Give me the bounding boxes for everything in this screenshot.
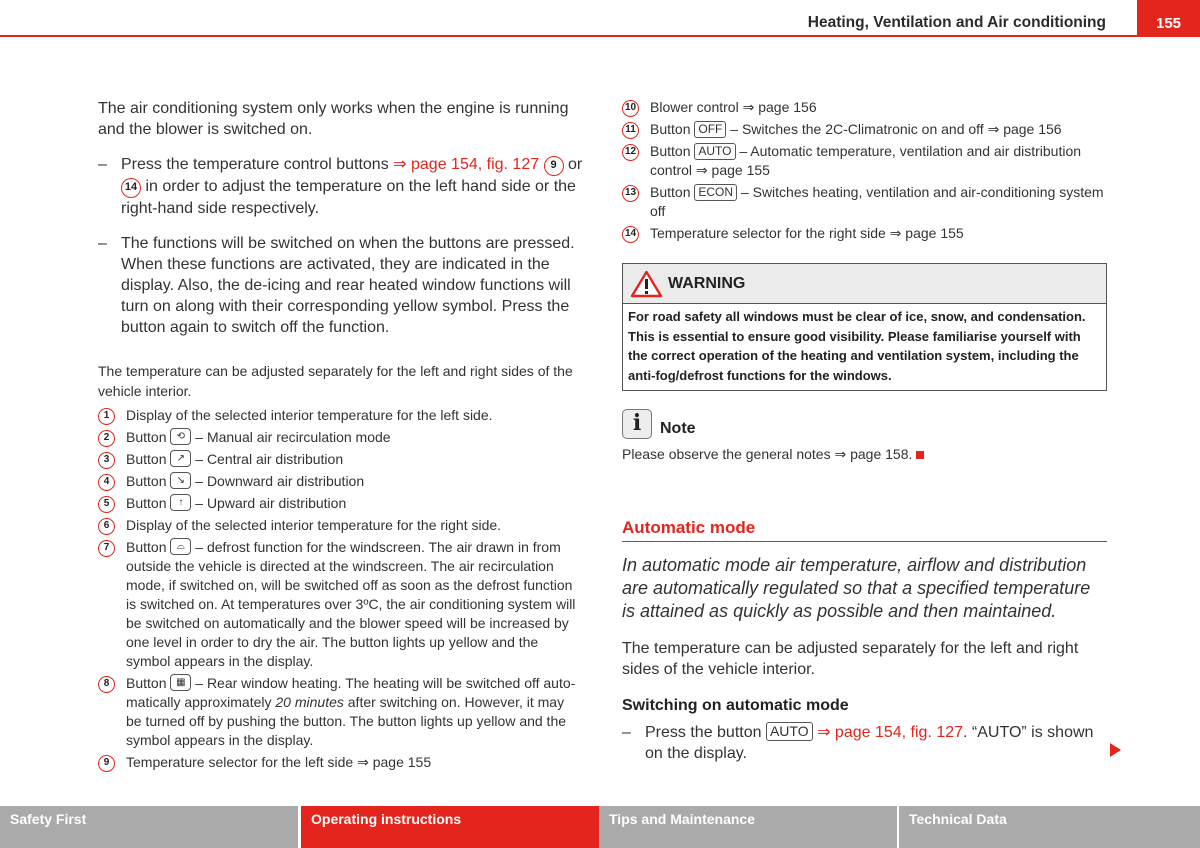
bullet-dash: – <box>98 156 107 173</box>
callout-marker: 9 <box>544 156 564 176</box>
bullet-dash: – <box>622 724 631 741</box>
warning-text: For road safety all windows must be clear of ice, snow, and condensation. This is essential to ensure good visibility. Please familiarise yourself with the correct operation of the heating and ventilation system, including the anti-fog/defrost functions for the windows. <box>628 309 1086 383</box>
legend-item <box>98 674 583 750</box>
legend-prefix: Button <box>126 495 167 511</box>
icon-glyph: ⟲ <box>176 431 186 442</box>
warning-icon <box>630 270 663 298</box>
legend-text: Display of the selected interior temperature for the left side. <box>126 407 493 423</box>
legend-number: 2 <box>98 430 115 447</box>
cross-reference-link[interactable]: ⇒ page 154, fig. 127 <box>817 724 964 741</box>
icon-glyph: ↑ <box>178 497 184 508</box>
bullet-text: . “AUTO” is shown on the display. <box>645 724 1094 762</box>
legend-text: – Rear window heating. The heating will be switched off automatically approximately <box>126 675 576 710</box>
note-title: Note <box>660 420 696 437</box>
legend-prefix: Button <box>126 539 167 555</box>
legend-number: 7 <box>98 540 115 557</box>
legend-prefix: Button <box>650 143 691 159</box>
legend-number: 12 <box>622 144 639 161</box>
footer-nav <box>0 806 1200 848</box>
footer-tab-technical-data[interactable]: Technical Data <box>899 806 1200 848</box>
left-column <box>98 98 583 772</box>
warning-box <box>622 263 1107 391</box>
section-heading: Automatic mode <box>622 518 1107 542</box>
legend-text: Display of the selected interior temperature for the right side. <box>126 517 502 533</box>
legend-item <box>98 516 583 535</box>
auto-key-label: AUTO <box>694 143 735 160</box>
legend-number: 6 <box>98 518 115 535</box>
legend-item <box>98 494 583 513</box>
legend-number: 10 <box>622 100 639 117</box>
section-intro: In automatic mode air temperature, airflow and distribution are automatically regulated so that a specified temperature is attained as quickly as possible and then maintained. <box>622 555 1091 621</box>
auto-key-label: AUTO <box>766 722 813 741</box>
chapter-title: Heating, Ventilation and Air conditioning <box>807 14 1106 31</box>
downward-air-icon <box>170 472 191 489</box>
legend-text: – Downward air distribution <box>195 473 365 489</box>
footer-tab-safety-first[interactable]: Safety First <box>0 806 298 848</box>
legend-item <box>98 753 583 772</box>
legend-number: 4 <box>98 474 115 491</box>
instruction-bullet <box>98 233 583 338</box>
legend-item <box>622 120 1107 139</box>
legend-number: 9 <box>98 755 115 772</box>
callout-legend <box>622 98 1107 243</box>
legend-prefix: Button <box>650 184 691 200</box>
central-air-icon <box>170 450 191 467</box>
intro-paragraph: The air conditioning system only works when the engine is running and the blower is switched on. <box>98 100 569 138</box>
warning-header <box>623 264 1106 304</box>
legend-prefix: Button <box>650 121 691 137</box>
icon-glyph: ↗ <box>176 453 186 464</box>
legend-number: 11 <box>622 122 639 139</box>
bullet-text: in order to adjust the temperature on the left hand side or the right-hand side respectively. <box>121 178 576 217</box>
bullet-text: The functions will be switched on when the buttons are pressed. When these functions are activated, they are indicated in the display. Also, the de-icing and rear heated window functions will turn on along with their corresponding yellow symbol. Press the button again to switch off the function. <box>121 235 575 336</box>
econ-key-label: ECON <box>694 184 737 201</box>
cross-reference-link[interactable]: ⇒ page 154, fig. 127 <box>393 156 540 173</box>
footer-tab-tips-and-maintenance[interactable]: Tips and Maintenance <box>599 806 897 848</box>
upward-air-icon <box>170 494 191 511</box>
legend-number: 13 <box>622 185 639 202</box>
legend-prefix: Button <box>126 473 167 489</box>
legend-item <box>98 538 583 671</box>
legend-item <box>98 472 583 491</box>
note-body: Please observe the general notes ⇒ page 158. <box>622 446 913 462</box>
legend-text: – Switches heating, ventilation and air-conditioning system off <box>650 184 1104 219</box>
rear-window-heating-icon <box>170 674 191 691</box>
legend-text: – Automatic temperature, ventilation and air distribution control ⇒ page 155 <box>650 143 1082 178</box>
legend-item <box>622 142 1107 180</box>
legend-text: – defrost function for the windscreen. The air drawn in from outside the vehicle is directed at the windscreen. The air recirculation mode, if switched on, will be switched off as soon as the defrost function is switched on. At temperatures over 3ºC, the air conditioning system will be switched on automatically and the blower speed will be increased by one level in order to dry the air. The button lights up yellow and the symbol appears in the display. <box>126 539 576 669</box>
legend-item <box>98 428 583 447</box>
bullet-text: or <box>568 156 583 173</box>
legend-emphasis: 20 minutes <box>275 694 344 710</box>
legend-text: Temperature selector for the left side ⇒ page 155 <box>126 754 432 770</box>
legend-number: 8 <box>98 676 115 693</box>
info-icon: i <box>622 409 652 439</box>
section-paragraph: The temperature can be adjusted separately for the left and right sides of the vehicle interior. <box>622 640 1079 678</box>
legend-prefix: Button <box>126 429 167 445</box>
legend-text: – Central air distribution <box>195 451 344 467</box>
legend-item <box>622 98 1107 117</box>
windscreen-defrost-icon <box>170 538 191 555</box>
legend-text: Blower control ⇒ page 156 <box>650 99 817 115</box>
off-key-label: OFF <box>694 121 726 138</box>
legend-item <box>98 406 583 425</box>
continue-arrow-icon <box>1110 743 1121 757</box>
legend-number: 1 <box>98 408 115 425</box>
info-paragraph: The temperature can be adjusted separately for the left and right sides of the vehicle interior. <box>98 363 573 399</box>
legend-text: after switching on. However, it may be turned off by pushing the button. The button lights up yellow and the symbol appears in the display. <box>126 694 567 748</box>
page-number: 155 <box>1137 0 1200 36</box>
legend-text: – Manual air recirculation mode <box>195 429 391 445</box>
icon-glyph: ▦ <box>176 677 186 688</box>
footer-tab-operating-instructions[interactable]: Operating instructions <box>301 806 599 848</box>
warning-title: WARNING <box>668 275 746 292</box>
icon-glyph: ⌓ <box>176 541 185 552</box>
legend-item <box>98 450 583 469</box>
recirculation-icon <box>170 428 191 445</box>
icon-glyph: ↘ <box>176 475 186 486</box>
callout-legend <box>98 406 583 772</box>
legend-item <box>622 183 1107 221</box>
subsection-heading: Switching on automatic mode <box>622 697 849 714</box>
legend-prefix: Button <box>126 675 167 691</box>
legend-prefix: Button <box>126 451 167 467</box>
legend-number: 3 <box>98 452 115 469</box>
legend-item <box>622 224 1107 243</box>
note-text <box>622 445 1107 464</box>
legend-number: 5 <box>98 496 115 513</box>
bullet-text: Press the temperature control buttons <box>121 156 389 173</box>
instruction-bullet <box>98 154 583 219</box>
legend-number: 14 <box>622 226 639 243</box>
end-of-section-marker <box>916 451 924 459</box>
bullet-text: Press the button <box>645 724 762 741</box>
note-header <box>622 409 1107 439</box>
callout-marker: 14 <box>121 178 141 198</box>
legend-text: – Upward air distribution <box>195 495 347 511</box>
page-header <box>0 0 1200 38</box>
bullet-dash: – <box>98 235 107 252</box>
header-rule <box>0 35 1200 37</box>
instruction-bullet <box>622 722 1107 764</box>
right-column <box>622 98 1107 764</box>
legend-text: Temperature selector for the right side ⇒ page 155 <box>650 225 964 241</box>
legend-text: – Switches the 2C-Climatronic on and off ⇒ page 156 <box>730 121 1062 137</box>
